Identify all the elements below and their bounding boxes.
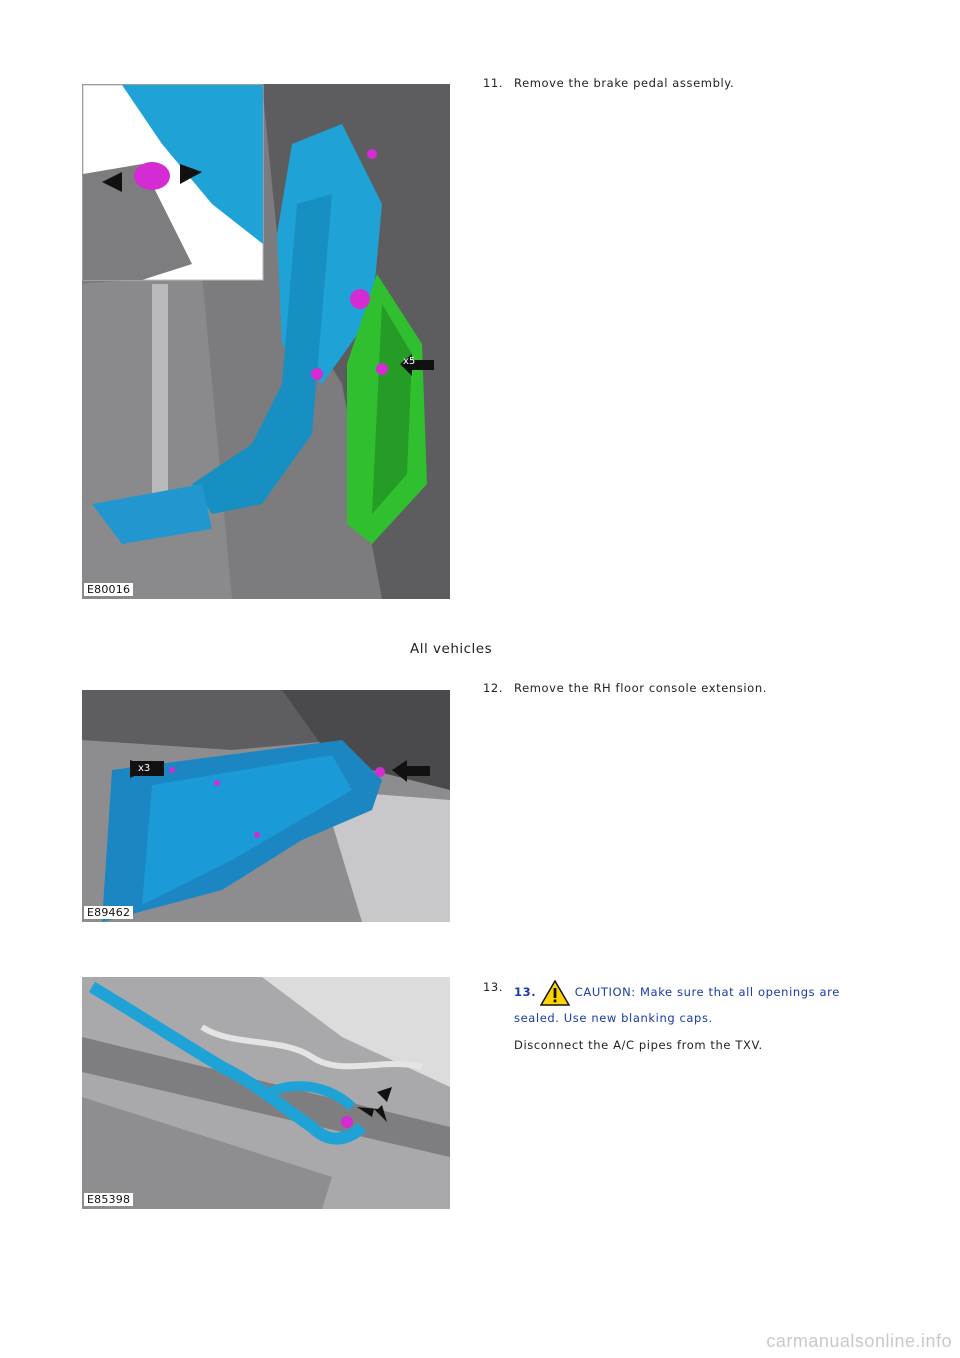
figure-id: E89462 [84,906,133,919]
step-text: Remove the RH floor console extension. [514,681,767,695]
callout-x3: x3 [138,763,151,774]
figure-floor-console [82,690,450,922]
figure-brake-pedal [82,84,450,599]
callout-x5: x5 [403,356,416,367]
section-heading: All vehicles [410,641,493,657]
step-number: 13. [483,980,504,994]
figure-id: E80016 [84,583,133,596]
step-number: 12. [483,681,504,695]
figure-id: E85398 [84,1193,133,1206]
caution-text: CAUTION: Make sure that all openings are sealed. Use new blanking caps. [514,985,840,1025]
step-text: Remove the brake pedal assembly. [514,76,735,90]
caution-step-number: 13. [514,985,537,999]
footer-watermark: carmanualsonline.info [766,1331,952,1351]
step-text: Disconnect the A/C pipes from the TXV. [514,1038,763,1052]
step-number: 11. [483,76,504,90]
warning-triangle-icon [540,980,570,1010]
caution-block [514,980,874,1052]
figure-ac-pipes [82,977,450,1209]
